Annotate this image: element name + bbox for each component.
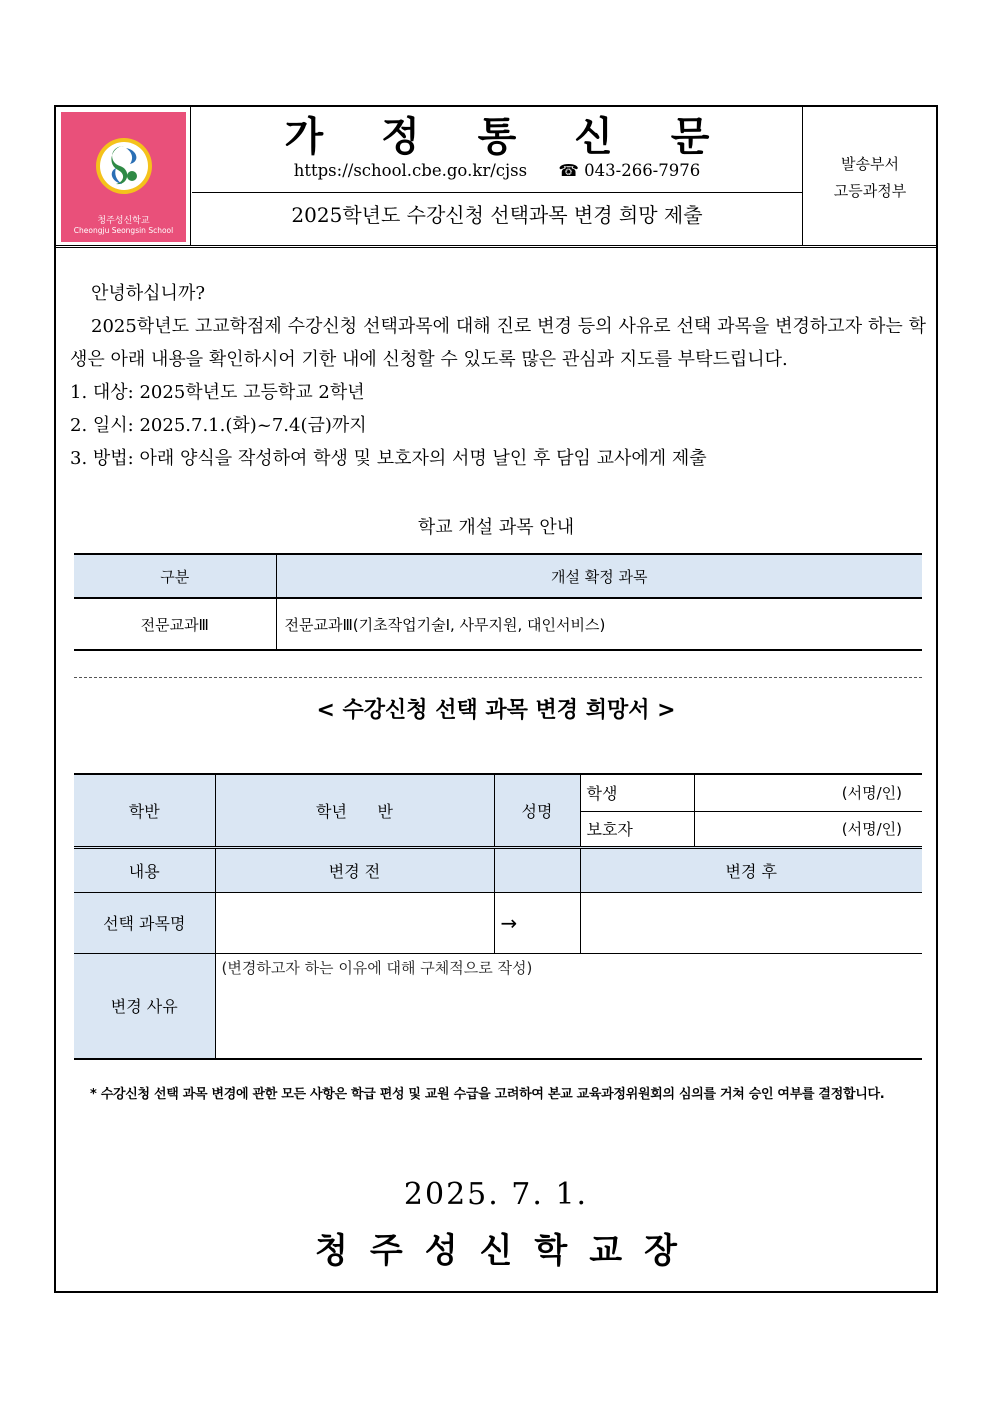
header-spacer: [494, 847, 580, 892]
cut-line: [74, 677, 922, 678]
intro-paragraph: 2025학년도 고교학점제 수강신청 선택과목에 대해 진로 변경 등의 사유로 선택 과목을 변경하고자 하는 학생은 아래 내용을 확인하시어 기한 내에 신청할 수 있도록 많은 관심과 지도를 부탁드립니다.: [70, 316, 926, 370]
column-header: 개설 확정 과목: [276, 554, 922, 598]
letter-header: [56, 107, 936, 248]
name-label: 성명: [494, 774, 580, 847]
phone-icon: ☎: [558, 161, 579, 180]
dept-label: 발송부서: [841, 155, 899, 173]
header-divider: [802, 107, 803, 245]
list-item: 1. 대상: 2025학년도 고등학교 2학년: [70, 382, 365, 403]
before-subject-field[interactable]: [215, 892, 494, 953]
guardian-signature-field[interactable]: (서명/인): [694, 811, 922, 847]
student-signature-field[interactable]: (서명/인): [694, 774, 922, 811]
guardian-label: 보호자: [580, 811, 694, 847]
notice-frame: [54, 105, 938, 1293]
form-title: < 수강신청 선택 과목 변경 희망서 >: [316, 698, 676, 723]
contact-line: [192, 161, 802, 180]
approval-note: * 수강신청 선택 과목 변경에 관한 모든 사항은 학급 편성 및 교원 수급을 고려하여 본교 교육과정위원회의 심의를 거쳐 승인 여부를 결정합니다.: [90, 1087, 885, 1102]
header-divider: [190, 107, 191, 245]
student-label: 학생: [580, 774, 694, 811]
column-header: 구분: [74, 554, 276, 598]
arrow-icon: →: [494, 892, 580, 953]
class-label: 학반: [74, 774, 215, 847]
school-name-en: Cheongju Seongsin School: [73, 226, 174, 235]
reason-label: 변경 사유: [74, 953, 215, 1059]
page-title: 가 정 통 신 문: [284, 113, 732, 160]
content-label: 내용: [74, 847, 215, 892]
school-url[interactable]: https://school.cbe.go.kr/cjss: [293, 161, 528, 180]
phone-number: 043-266-7976: [584, 161, 701, 180]
issue-date: 2025. 7. 1.: [403, 1177, 589, 1212]
courses-table: [74, 553, 922, 651]
school-emblem-icon: [94, 136, 154, 196]
before-label: 변경 전: [215, 847, 494, 892]
change-request-form: [74, 773, 922, 1060]
subject-label: 선택 과목명: [74, 892, 215, 953]
after-label: 변경 후: [580, 847, 922, 892]
courses-caption: 학교 개설 과목 안내: [417, 517, 575, 538]
greeting: 안녕하십니까?: [91, 283, 205, 304]
list-item: 3. 방법: 아래 양식을 작성하여 학생 및 보호자의 서명 날인 후 담임 교사에게 제출: [70, 448, 707, 469]
sending-dept: [804, 151, 936, 205]
table-cell: 전문교과Ⅲ(기초작업기술Ⅰ, 사무지원, 대인서비스): [276, 598, 922, 650]
intro-text: [70, 277, 926, 475]
table-header-row: [74, 554, 922, 598]
principal-signature: 청주성신학교장: [315, 1231, 699, 1271]
table-cell: 전문교과Ⅲ: [74, 598, 276, 650]
school-name-ko: 청주성신학교: [97, 216, 150, 226]
notice-subject: 2025학년도 수강신청 선택과목 변경 희망 제출: [291, 203, 703, 227]
school-logo: [61, 112, 186, 242]
list-item: 2. 일시: 2025.7.1.(화)~7.4(금)까지: [70, 415, 367, 436]
after-subject-field[interactable]: [580, 892, 922, 953]
reason-field[interactable]: (변경하고자 하는 이유에 대해 구체적으로 작성): [215, 953, 922, 1059]
table-row: [74, 598, 922, 650]
dept-name: 고등과정부: [833, 182, 907, 200]
header-rule: [192, 192, 802, 193]
grade-class-field[interactable]: 학년 반: [215, 774, 494, 847]
